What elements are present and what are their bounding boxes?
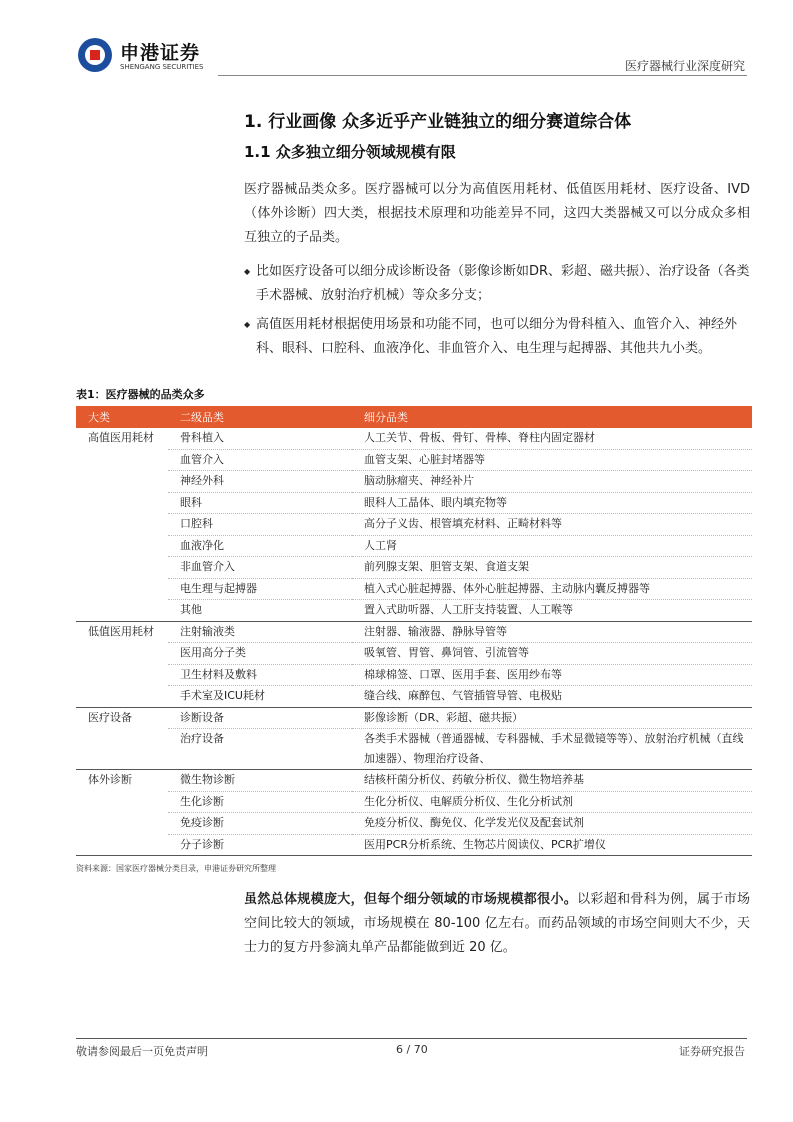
table-row [76, 600, 752, 622]
logo-chinese-name: 申港证券 [120, 42, 201, 64]
subcategory-cell: 骨科植入 [168, 428, 352, 449]
detail-cell: 人工肾 [352, 535, 752, 557]
subsection-heading: 1.1 众多独立细分领域规模有限 [244, 143, 456, 161]
detail-cell: 免疫分析仪、酶免仪、化学发光仪及配套试剂 [352, 813, 752, 835]
subcategory-cell: 血液净化 [168, 535, 352, 557]
footer-disclaimer: 敬请参阅最后一页免责声明 [76, 1045, 208, 1058]
detail-cell: 医用PCR分析系统、生物芯片阅读仪、PCR扩增仪 [352, 834, 752, 856]
header-divider [218, 75, 747, 76]
table-row [76, 557, 752, 579]
company-logo [78, 36, 228, 76]
detail-cell: 眼科人工晶体、眼内填充物等 [352, 492, 752, 514]
category-cell [76, 643, 168, 665]
subcategory-cell: 血管介入 [168, 449, 352, 471]
conclusion-text: 以彩超和骨科为例，属于市场空间比较大的领域，市场规模在 80-100 亿左右。而药品领域的市场空间则大不少，天士力的复方丹参滴丸单产品都能做到近 20 亿。 [244, 892, 750, 955]
table-row [76, 492, 752, 514]
category-cell [76, 514, 168, 536]
table-row [76, 813, 752, 835]
report-type: 医疗器械行业深度研究 [624, 59, 745, 73]
footer-divider [76, 1038, 747, 1039]
conclusion-paragraph [244, 888, 750, 960]
table-body [76, 428, 752, 856]
bullet-item: ◆ 高值医用耗材根据使用场景和功能不同，也可以细分为骨科植入、血管介入、神经外科、眼科、口腔科、血液净化、非血管介入、电生理与起搏器、其他共九小类。 [244, 313, 750, 361]
detail-cell: 各类手术器械（普通器械、专科器械、手术显微镜等等）、放射治疗机械（直线加速器）、物理治疗设备、 [352, 729, 752, 770]
detail-cell: 高分子义齿、根管填充材料、正畸材料等 [352, 514, 752, 536]
table-row [76, 449, 752, 471]
table-row [76, 834, 752, 856]
subcategory-cell: 注射输液类 [168, 621, 352, 643]
table-row [76, 621, 752, 643]
table-row [76, 770, 752, 792]
bullet-item: ◆ 比如医疗设备可以细分成诊断设备（影像诊断如DR、彩超、磁共振）、治疗设备（各类手术器械、放射治疗机械）等众多分支； [244, 260, 750, 308]
table-header-cell: 细分品类 [352, 406, 752, 428]
table-row [76, 428, 752, 449]
page-number: 6 / 70 [396, 1043, 428, 1056]
logo-mark-icon [78, 38, 112, 72]
subcategory-cell: 非血管介入 [168, 557, 352, 579]
detail-cell: 吸氧管、胃管、鼻饲管、引流管等 [352, 643, 752, 665]
subcategory-cell: 生化诊断 [168, 791, 352, 813]
subcategory-cell: 口腔科 [168, 514, 352, 536]
category-cell [76, 600, 168, 622]
table-row [76, 514, 752, 536]
subcategory-cell: 电生理与起搏器 [168, 578, 352, 600]
category-cell [76, 492, 168, 514]
subcategory-cell: 诊断设备 [168, 707, 352, 729]
category-cell: 低值医用耗材 [76, 621, 168, 643]
category-cell [76, 557, 168, 579]
logo-english-name: SHENGANG SECURITIES [120, 63, 204, 71]
table-caption: 表1：医疗器械的品类众多 [76, 388, 205, 401]
subcategory-cell: 神经外科 [168, 471, 352, 493]
subcategory-cell: 分子诊断 [168, 834, 352, 856]
table-source: 资料来源：国家医疗器械分类目录，申港证券研究所整理 [76, 864, 276, 873]
table-row [76, 729, 752, 770]
table-row [76, 664, 752, 686]
category-table [76, 406, 752, 856]
detail-cell: 棉球棉签、口罩、医用手套、医用纱布等 [352, 664, 752, 686]
footer-report-label: 证券研究报告 [679, 1045, 745, 1058]
detail-cell: 注射器、输液器、静脉导管等 [352, 621, 752, 643]
intro-paragraph: 医疗器械品类众多。医疗器械可以分为高值医用耗材、低值医用耗材、医疗设备、IVD（体外诊断）四大类，根据技术原理和功能差异不同，这四大类器械又可以分成众多相互独立的子品类。 [244, 182, 750, 245]
category-cell: 体外诊断 [76, 770, 168, 792]
category-cell [76, 791, 168, 813]
table-row [76, 578, 752, 600]
section-heading: 1. 行业画像 众多近乎产业链独立的细分赛道综合体 [244, 112, 632, 132]
detail-cell: 结核杆菌分析仪、药敏分析仪、微生物培养基 [352, 770, 752, 792]
conclusion-bold: 虽然总体规模庞大，但每个细分领域的市场规模都很小。 [244, 892, 578, 907]
table-row [76, 535, 752, 557]
table-row [76, 707, 752, 729]
category-cell [76, 535, 168, 557]
table-header-cell: 二级品类 [168, 406, 352, 428]
subcategory-cell: 免疫诊断 [168, 813, 352, 835]
subcategory-cell: 微生物诊断 [168, 770, 352, 792]
subcategory-cell: 眼科 [168, 492, 352, 514]
category-cell [76, 813, 168, 835]
category-cell: 高值医用耗材 [88, 431, 154, 444]
category-cell [76, 686, 168, 708]
detail-cell: 人工关节、骨板、骨钉、骨棒、脊柱内固定器材 [352, 428, 752, 449]
subcategory-cell: 医用高分子类 [168, 643, 352, 665]
table-header-cell: 大类 [76, 406, 168, 428]
detail-cell: 脑动脉瘤夹、神经补片 [352, 471, 752, 493]
detail-cell: 植入式心脏起搏器、体外心脏起搏器、主动脉内囊反搏器等 [352, 578, 752, 600]
category-cell [76, 578, 168, 600]
table-row [76, 471, 752, 493]
category-cell [76, 729, 168, 770]
table-row [76, 686, 752, 708]
detail-cell: 影像诊断（DR、彩超、磁共振） [352, 707, 752, 729]
detail-cell: 置入式助听器、人工肝支持装置、人工喉等 [352, 600, 752, 622]
subcategory-cell: 治疗设备 [168, 729, 352, 770]
table-header-row [76, 406, 752, 428]
subcategory-cell: 其他 [168, 600, 352, 622]
category-cell [76, 471, 168, 493]
detail-cell: 前列腺支架、胆管支架、食道支架 [352, 557, 752, 579]
table-row [76, 791, 752, 813]
subcategory-cell: 卫生材料及敷料 [168, 664, 352, 686]
detail-cell: 缝合线、麻醉包、气管插管导管、电极贴 [352, 686, 752, 708]
subcategory-cell: 手术室及ICU耗材 [168, 686, 352, 708]
category-cell [76, 664, 168, 686]
table-row [76, 643, 752, 665]
detail-cell: 生化分析仪、电解质分析仪、生化分析试剂 [352, 791, 752, 813]
category-cell [76, 449, 168, 471]
category-cell: 医疗设备 [76, 707, 168, 729]
detail-cell: 血管支架、心脏封堵器等 [352, 449, 752, 471]
category-cell [76, 834, 168, 856]
